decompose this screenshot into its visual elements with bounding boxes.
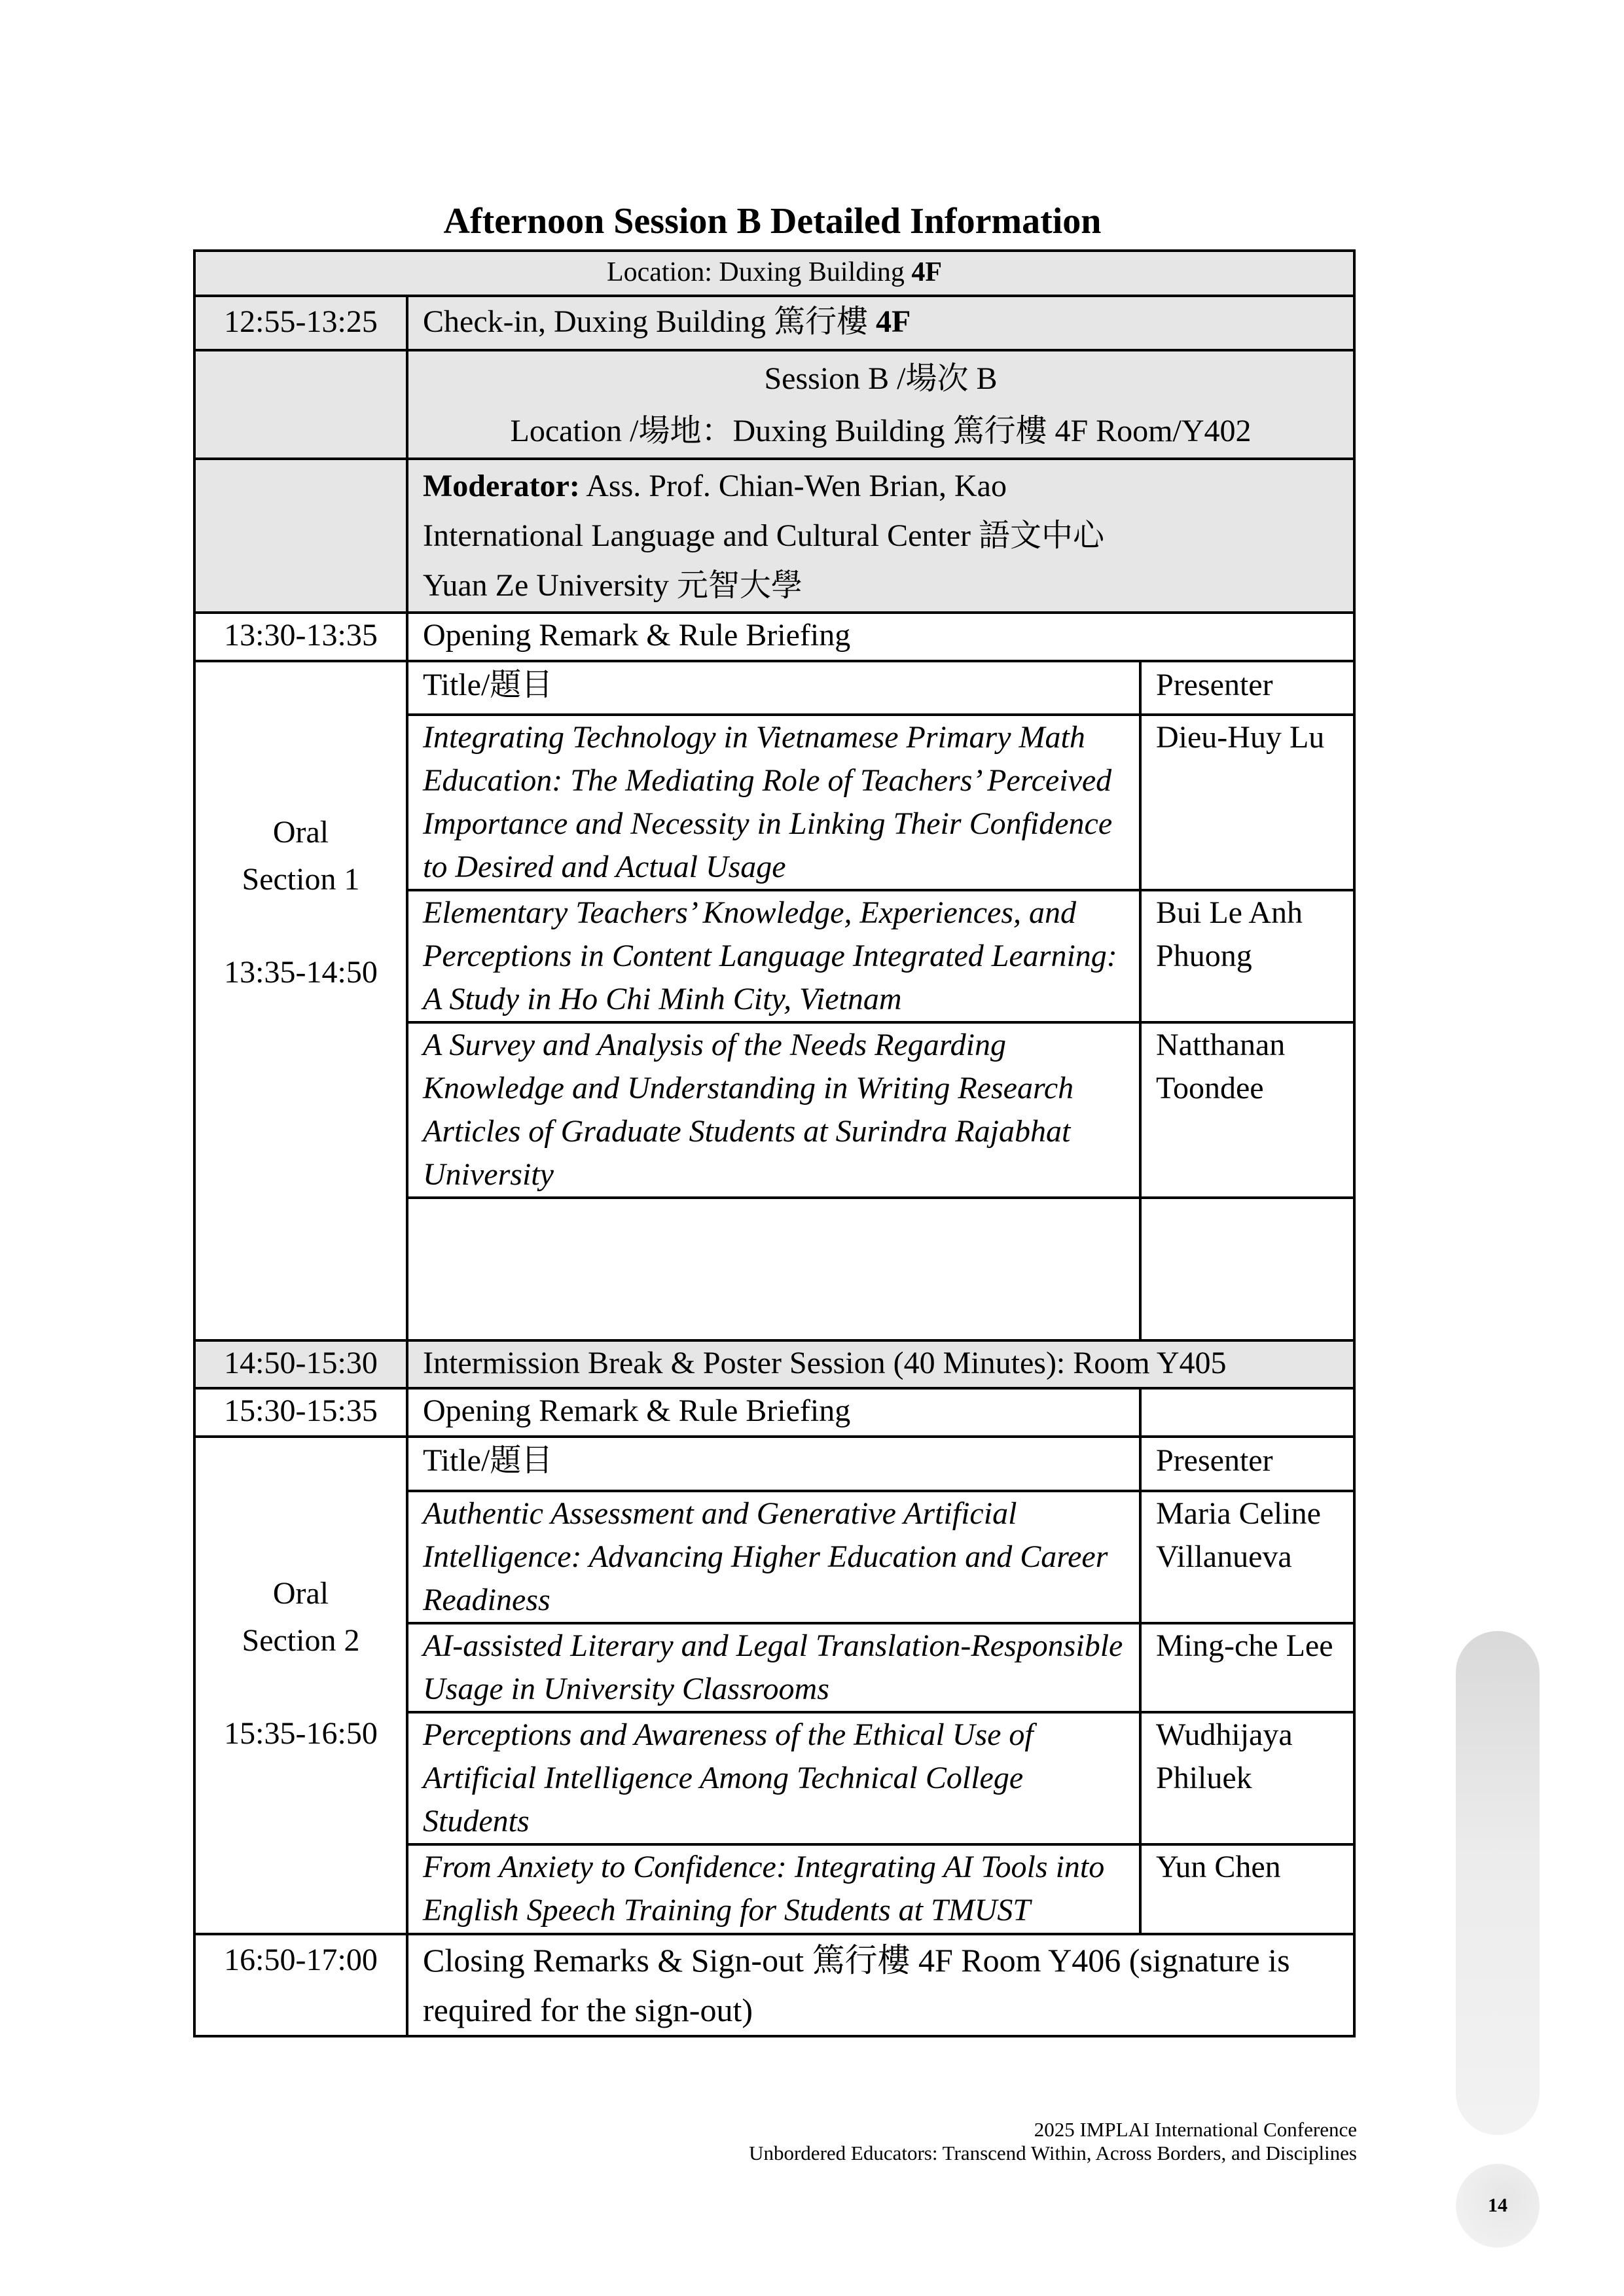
paper-title: Integrating Technology in Vietnamese Primary Math Education: The Mediating Role of Teachers’ Perceived Importance and Necessity in Linking Their Confidence to Desired and Actual Usage	[407, 715, 1140, 890]
opening2-row	[194, 1388, 1354, 1437]
checkin-floor: 4F	[875, 304, 911, 339]
paper-title: AI-assisted Literary and Legal Translation-Responsible Usage in University Classrooms	[407, 1623, 1140, 1712]
session-info-empty-cell	[194, 350, 407, 459]
opening1-text: Opening Remark & Rule Briefing	[407, 613, 1354, 661]
location-header-text: Location: Duxing Building	[606, 257, 912, 287]
paper-presenter: Ming-che Lee	[1140, 1623, 1354, 1712]
location-header-row	[194, 251, 1354, 296]
moderator-name: Ass. Prof. Chian-Wen Brian, Kao	[579, 469, 1007, 503]
paper-presenter	[1140, 1198, 1354, 1340]
oral2-header-title: Title/題目	[407, 1437, 1140, 1491]
session-name: Session B /場次 B	[764, 361, 998, 396]
paper-title: From Anxiety to Confidence: Integrating AI Tools into English Speech Training for Students at TMUST	[407, 1844, 1140, 1934]
session-info-cell	[407, 350, 1354, 459]
checkin-text-cell	[407, 296, 1354, 350]
oral1-header-presenter: Presenter	[1140, 661, 1354, 715]
page-footer	[749, 2118, 1357, 2165]
moderator-department: International Language and Cultural Center 語文中心	[423, 518, 1105, 553]
paper-presenter: Wudhijaya Philuek	[1140, 1712, 1354, 1844]
moderator-university: Yuan Ze University 元智大學	[423, 568, 803, 603]
moderator-row	[194, 459, 1354, 613]
paper-presenter: Dieu-Huy Lu	[1140, 715, 1354, 890]
oral1-label-line1: Oral	[272, 815, 329, 850]
session-location: Location /場地：Duxing Building 篤行樓 4F Room/Y402	[510, 414, 1252, 448]
opening2-empty-cell	[1140, 1388, 1354, 1437]
intermission-time: 14:50-15:30	[194, 1340, 407, 1388]
oral1-label-line2: Section 1	[242, 862, 360, 897]
paper-presenter: Natthanan Toondee	[1140, 1022, 1354, 1198]
oral2-header-row	[194, 1437, 1354, 1491]
oral1-time: 13:35-14:50	[224, 955, 378, 990]
paper-title: Authentic Assessment and Generative Artificial Intelligence: Advancing Higher Education and Career Readiness	[407, 1491, 1140, 1623]
oral1-label-cell	[194, 661, 407, 1340]
moderator-label: Moderator:	[423, 469, 580, 503]
location-header-cell	[194, 251, 1354, 296]
paper-presenter: Bui Le Anh Phuong	[1140, 890, 1354, 1022]
opening1-row	[194, 613, 1354, 661]
location-header-floor: 4F	[911, 257, 943, 287]
page-number: 14	[1488, 2195, 1507, 2216]
paper-title	[407, 1198, 1140, 1340]
oral2-label-cell	[194, 1437, 407, 1934]
oral2-header-presenter: Presenter	[1140, 1437, 1354, 1491]
paper-title: Perceptions and Awareness of the Ethical Use of Artificial Intelligence Among Technical College Students	[407, 1712, 1140, 1844]
oral1-header-row	[194, 661, 1354, 715]
opening2-time: 15:30-15:35	[194, 1388, 407, 1437]
paper-presenter: Maria Celine Villanueva	[1140, 1491, 1354, 1623]
oral2-label-line1: Oral	[272, 1576, 329, 1611]
paper-presenter: Yun Chen	[1140, 1844, 1354, 1934]
checkin-text: Check-in, Duxing Building 篤行樓	[423, 304, 876, 339]
checkin-row	[194, 296, 1354, 350]
opening1-time: 13:30-13:35	[194, 613, 407, 661]
side-tab-decoration	[1456, 1631, 1540, 2135]
moderator-empty-cell	[194, 459, 407, 613]
oral1-header-title: Title/題目	[407, 661, 1140, 715]
session-info-row	[194, 350, 1354, 459]
page-title: Afternoon Session B Detailed Information	[443, 201, 1102, 242]
paper-title: A Survey and Analysis of the Needs Regarding Knowledge and Understanding in Writing Research Articles of Graduate Students at Surindra Rajabhat University	[407, 1022, 1140, 1198]
oral2-time: 15:35-16:50	[224, 1716, 378, 1751]
closing-row	[194, 1934, 1354, 2036]
checkin-time: 12:55-13:25	[194, 296, 407, 350]
oral2-label-line2: Section 2	[242, 1623, 360, 1658]
opening2-text: Opening Remark & Rule Briefing	[407, 1388, 1140, 1437]
schedule-table	[193, 249, 1356, 2037]
moderator-cell	[407, 459, 1354, 613]
moderator-line	[423, 461, 1339, 511]
footer-conference-theme: Unbordered Educators: Transcend Within, Across Borders, and Disciplines	[749, 2142, 1357, 2164]
page-number-badge	[1456, 2164, 1540, 2248]
intermission-text: Intermission Break & Poster Session (40 Minutes): Room Y405	[407, 1340, 1354, 1388]
closing-time: 16:50-17:00	[194, 1934, 407, 2036]
paper-title: Elementary Teachers’ Knowledge, Experiences, and Perceptions in Content Language Integrated Learning: A Study in Ho Chi Minh City, Vietnam	[407, 890, 1140, 1022]
intermission-row	[194, 1340, 1354, 1388]
closing-text: Closing Remarks & Sign-out 篤行樓 4F Room Y406 (signature is required for the sign-out)	[407, 1934, 1354, 2036]
footer-conference-name: 2025 IMPLAI International Conference	[1034, 2118, 1357, 2141]
